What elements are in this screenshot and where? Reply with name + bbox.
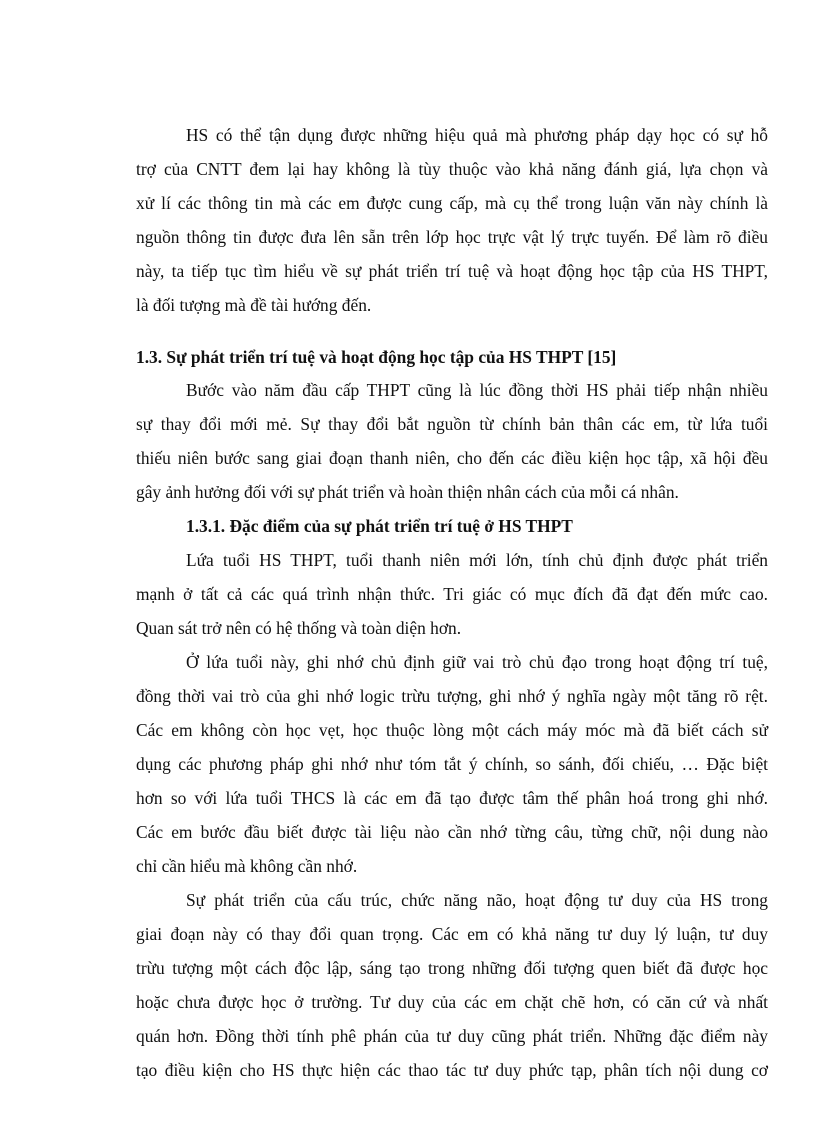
paragraph-4-line-5: hơn so với lứa tuổi THCS là các em đã tạo được tâm thế phân hoá trong ghi nhớ. [136, 788, 768, 808]
paragraph-1-line-4: nguồn thông tin được đưa lên sẵn trên lớp học trực vật lý trực tuyến. Để làm rõ điều [136, 227, 768, 247]
paragraph-1-line-1: HS có thể tận dụng được những hiệu quả mà phương pháp dạy học có sự hỗ [186, 125, 768, 145]
paragraph-5-line-6: tạo điều kiện cho HS thực hiện các thao tác tư duy phức tạp, phân tích nội dung cơ [136, 1060, 768, 1080]
subsection-heading: 1.3.1. Đặc điểm của sự phát triển trí tuệ ở HS THPT [186, 516, 573, 536]
paragraph-5-line-2: giai đoạn này có thay đổi quan trọng. Các em có khả năng tư duy lý luận, tư duy [136, 924, 768, 944]
paragraph-4-line-7: chỉ cần hiểu mà không cần nhớ. [136, 856, 358, 876]
paragraph-4-line-4: dụng các phương pháp ghi nhớ như tóm tắt ý chính, so sánh, đối chiếu, … Đặc biệt [136, 754, 768, 774]
paragraph-3-line-1: Lứa tuổi HS THPT, tuổi thanh niên mới lớn, tính chủ định được phát triển [186, 550, 768, 570]
paragraph-3-line-3: Quan sát trở nên có hệ thống và toàn diện hơn. [136, 618, 462, 638]
paragraph-2-line-2: sự thay đổi mới mẻ. Sự thay đổi bắt nguồn từ chính bản thân các em, từ lứa tuổi [136, 414, 768, 434]
paragraph-1-line-6: là đối tượng mà đề tài hướng đến. [136, 295, 372, 315]
paragraph-1-line-5: này, ta tiếp tục tìm hiểu về sự phát triển trí tuệ và hoạt động học tập của HS THPT, [136, 261, 768, 281]
paragraph-5-line-4: hoặc chưa được học ở trường. Tư duy của các em chặt chẽ hơn, có căn cứ và nhất [136, 992, 768, 1012]
paragraph-2-line-4: gây ảnh hưởng đối với sự phát triển và hoàn thiện nhân cách của mỗi cá nhân. [136, 482, 679, 502]
paragraph-5-line-3: trừu tượng một cách độc lập, sáng tạo trong những đối tượng quen biết đã được học [136, 958, 768, 978]
paragraph-4-line-2: đồng thời vai trò của ghi nhớ logic trừu tượng, ghi nhớ ý nghĩa ngày một tăng rõ rệt. [136, 686, 768, 706]
paragraph-1-line-2: trợ của CNTT đem lại hay không là tùy thuộc vào khả năng đánh giá, lựa chọn và [136, 159, 768, 179]
section-heading: 1.3. Sự phát triển trí tuệ và hoạt động học tập của HS THPT [15] [136, 347, 617, 367]
paragraph-1-line-3: xử lí các thông tin mà các em được cung cấp, mà cụ thể trong luận văn này chính là [136, 193, 768, 213]
paragraph-4-line-1: Ở lứa tuổi này, ghi nhớ chủ định giữ vai trò chủ đạo trong hoạt động trí tuệ, [186, 652, 768, 672]
paragraph-2-line-1: Bước vào năm đầu cấp THPT cũng là lúc đồng thời HS phải tiếp nhận nhiều [186, 380, 768, 400]
paragraph-4-line-3: Các em không còn học vẹt, học thuộc lòng một cách máy móc mà đã biết cách sử [136, 720, 768, 740]
paragraph-4-line-6: Các em bước đầu biết được tài liệu nào cần nhớ từng câu, từng chữ, nội dung nào [136, 822, 768, 842]
paragraph-5-line-1: Sự phát triển của cấu trúc, chức năng não, hoạt động tư duy của HS trong [186, 890, 768, 910]
paragraph-2-line-3: thiếu niên bước sang giai đoạn thanh niên, cho đến các điều kiện học tập, xã hội đều [136, 448, 768, 468]
paragraph-3-line-2: mạnh ở tất cả các quá trình nhận thức. Tri giác có mục đích đã đạt đến mức cao. [136, 584, 768, 604]
paragraph-5-line-5: quán hơn. Đồng thời tính phê phán của tư duy cũng phát triển. Những đặc điểm này [136, 1026, 768, 1046]
